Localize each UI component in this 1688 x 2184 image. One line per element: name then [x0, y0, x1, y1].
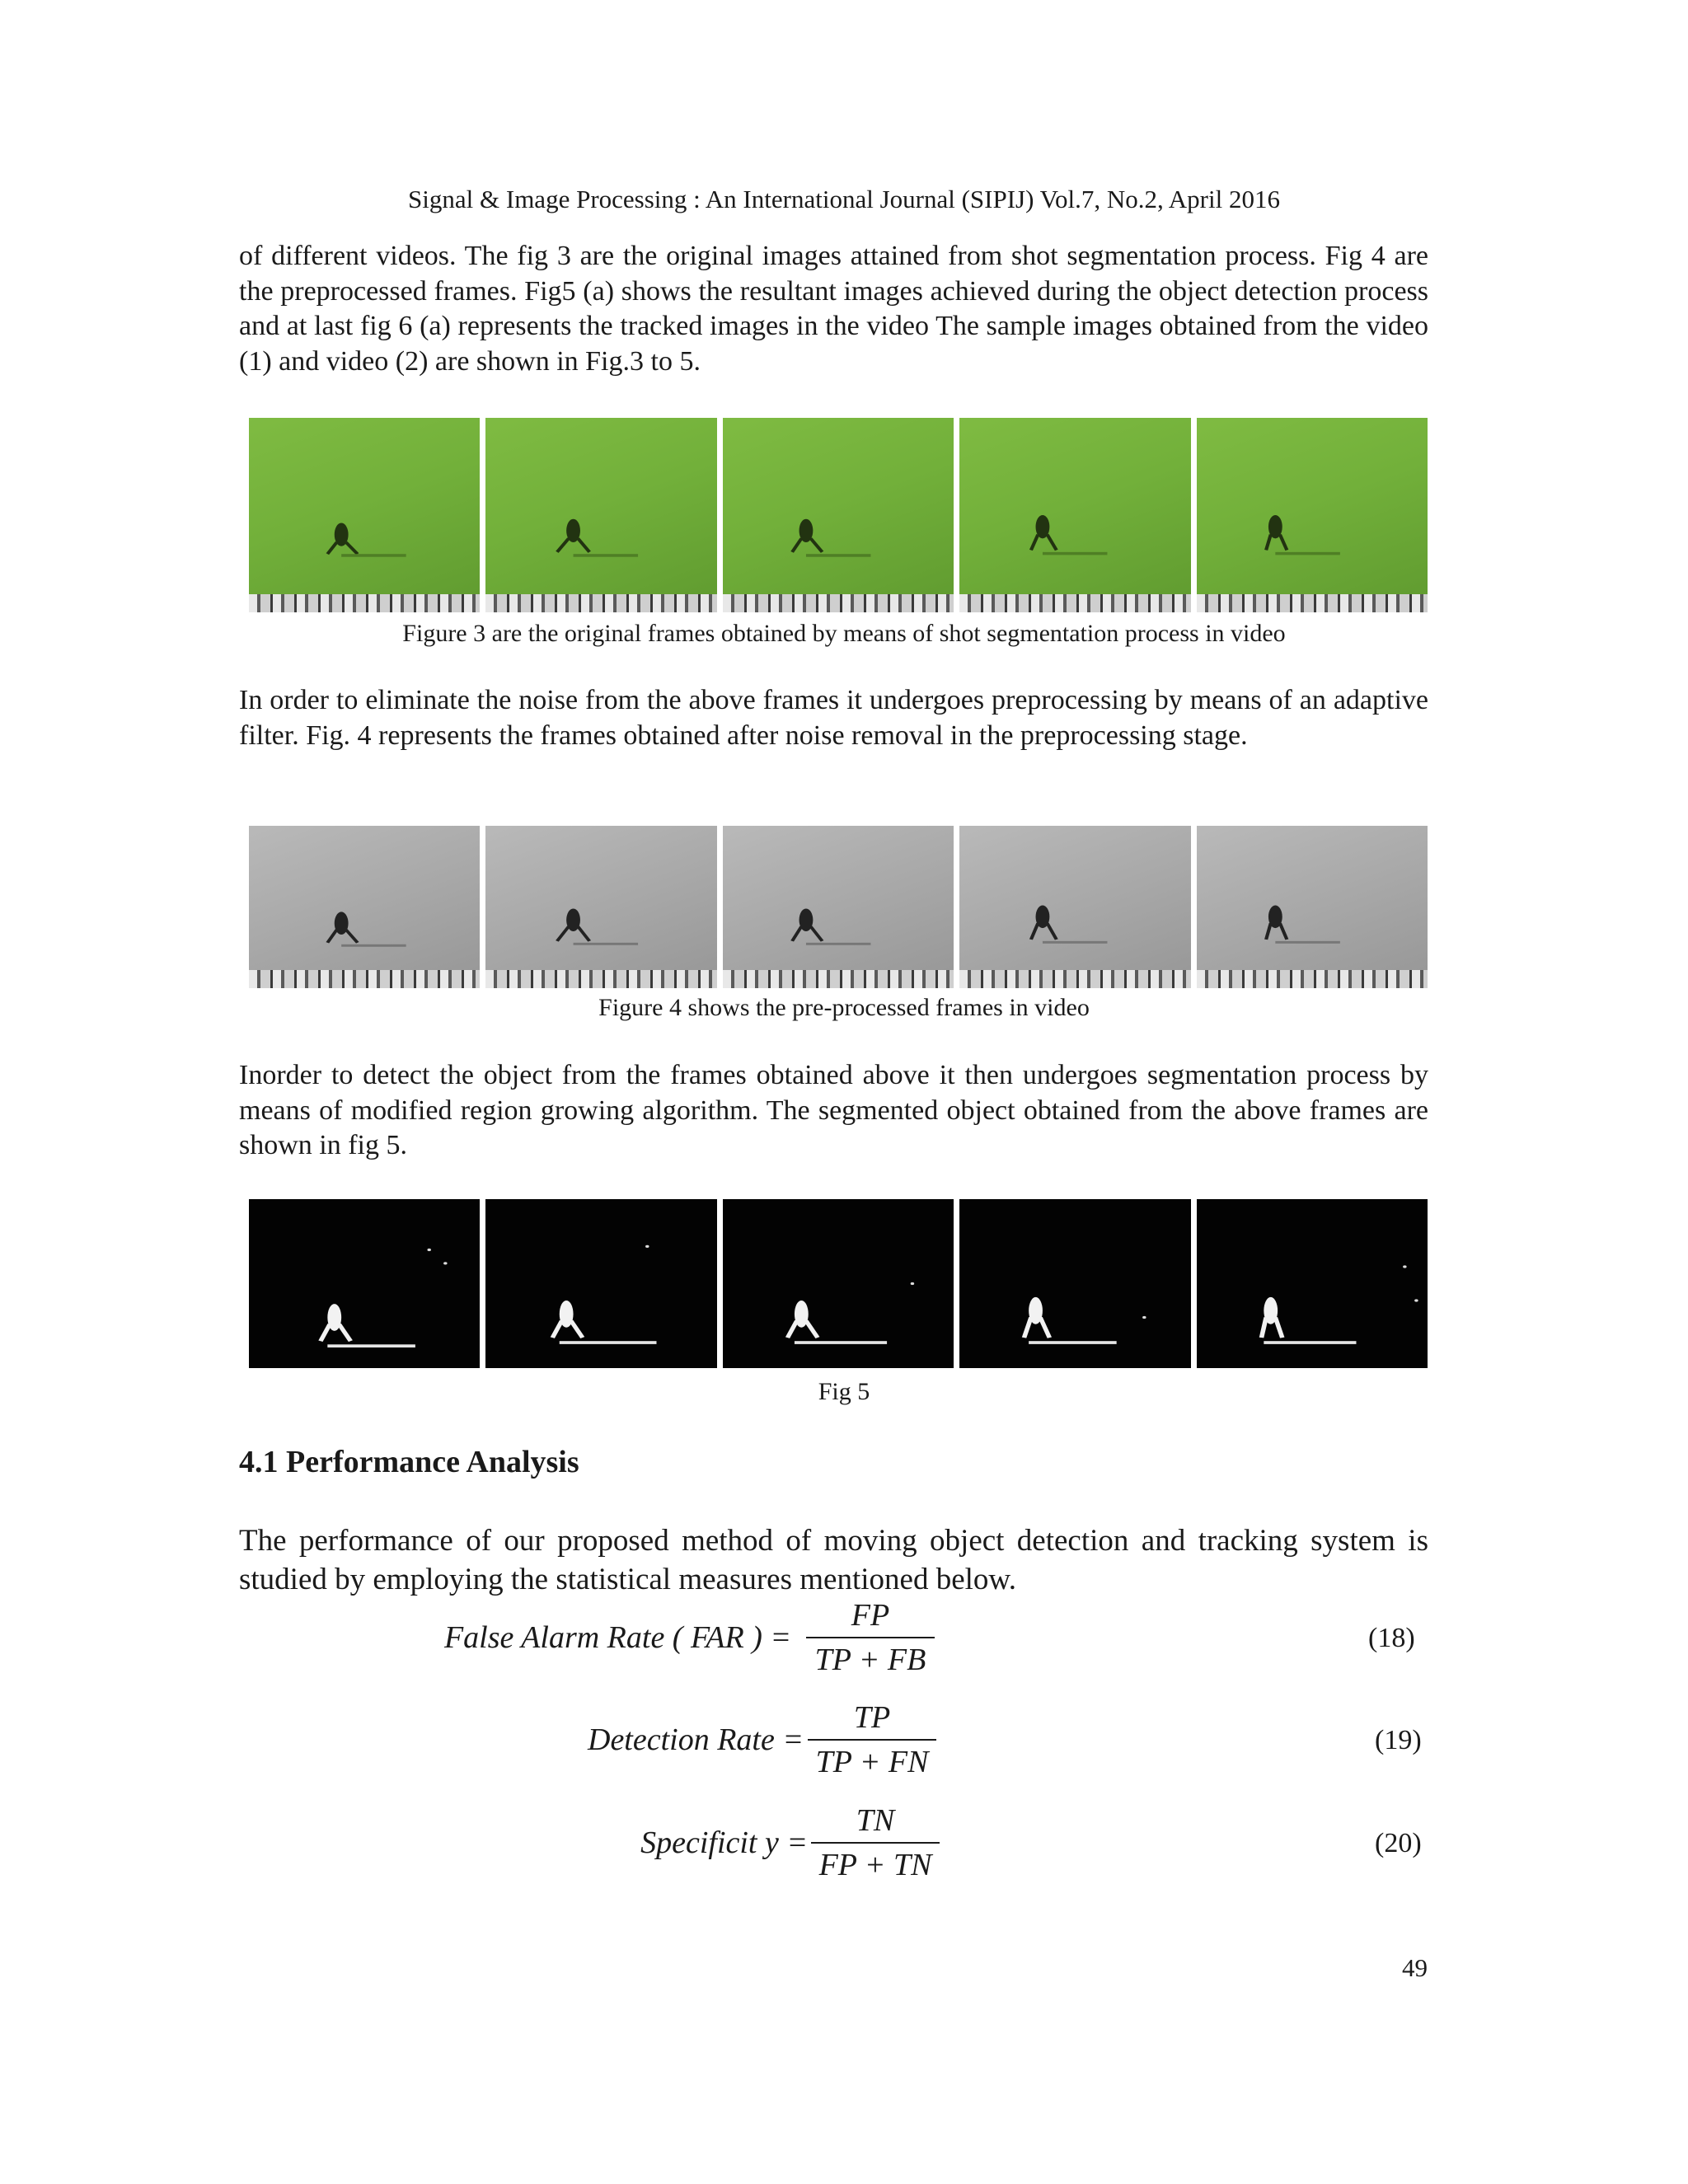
equation-20-lhs: Specificit y =: [640, 1825, 808, 1860]
figure-5-caption: Fig 5: [818, 1378, 870, 1405]
figure-3-frame: [485, 418, 716, 612]
equation-19-fraction: [808, 1699, 936, 1780]
figure-4-frames: [249, 826, 1428, 988]
paragraph-intro-text: of different videos. The fig 3 are the original images attained from shot segmentation process. Fig 4 are the preprocessed frames. Fig5 (a) shows the resultant images achieved during the object detection process and at last fig 6 (a) represents the tracked images in the video The sample images obtained from the video (1) and video (2) are shown in Fig.3 to 5.: [239, 241, 1428, 377]
equation-18-fraction: [806, 1597, 935, 1678]
figure-4-frame: [249, 826, 480, 988]
paragraph-preprocessing: [239, 683, 1428, 753]
figure-3-frame: [249, 418, 480, 612]
paragraph-performance-text: The performance of our proposed method of moving object detection and tracking system is studied by employing the statistical measures mentioned below.: [239, 1524, 1428, 1596]
page-number: 49: [1402, 1953, 1428, 1982]
paragraph-segmentation-text: Inorder to detect the object from the frames obtained above it then undergoes segmentation process by means of modified region growing algorithm. The segmented object obtained from the above frames are shown in fig 5.: [239, 1060, 1428, 1160]
equation-18-number: (18): [1368, 1623, 1415, 1653]
figure-4-frame: [959, 826, 1190, 988]
paragraph-performance: [239, 1521, 1428, 1599]
equation-19-denominator: TP + FN: [815, 1745, 929, 1779]
figure-5-frame: [485, 1199, 716, 1368]
figure-4-frame: [723, 826, 954, 988]
figure-3-caption: Figure 3 are the original frames obtained by means of shot segmentation process in video: [402, 620, 1286, 647]
equation-18-numerator: FP: [851, 1598, 890, 1633]
section-heading: 4.1 Performance Analysis: [239, 1445, 579, 1479]
figure-5-frame: [723, 1199, 954, 1368]
figure-4-frame: [1197, 826, 1428, 988]
equation-20-denominator: FP + TN: [818, 1848, 932, 1882]
figure-5-frames: [249, 1199, 1428, 1368]
paragraph-intro: [239, 239, 1428, 379]
figure-3-frames: [249, 418, 1428, 612]
journal-header: Signal & Image Processing : An International Journal (SIPIJ) Vol.7, No.2, April 2016: [408, 185, 1280, 213]
equation-19-lhs: Detection Rate =: [588, 1722, 804, 1757]
figure-3-frame: [723, 418, 954, 612]
figure-5-frame: [249, 1199, 480, 1368]
figure-4-frame: [485, 826, 716, 988]
figure-5-frame: [1197, 1199, 1428, 1368]
paragraph-preprocessing-text: In order to eliminate the noise from the above frames it undergoes preprocessing by means of an adaptive filter. Fig. 4 represents the frames obtained after noise removal in the preprocessing stage.: [239, 685, 1428, 751]
figure-5-frame: [959, 1199, 1190, 1368]
paragraph-segmentation: [239, 1058, 1428, 1164]
equation-20-fraction: [811, 1802, 940, 1883]
equation-18-denominator: TP + FB: [814, 1643, 926, 1677]
figure-3-frame: [1197, 418, 1428, 612]
figure-3-frame: [959, 418, 1190, 612]
equation-19-numerator: TP: [853, 1700, 891, 1735]
equation-20-numerator: TN: [856, 1803, 895, 1838]
equation-18-lhs: False Alarm Rate ( FAR ) =: [443, 1620, 791, 1655]
equation-20-number: (20): [1375, 1828, 1422, 1858]
equation-19-number: (19): [1375, 1725, 1422, 1755]
figure-4-caption: Figure 4 shows the pre-processed frames in video: [598, 994, 1090, 1021]
